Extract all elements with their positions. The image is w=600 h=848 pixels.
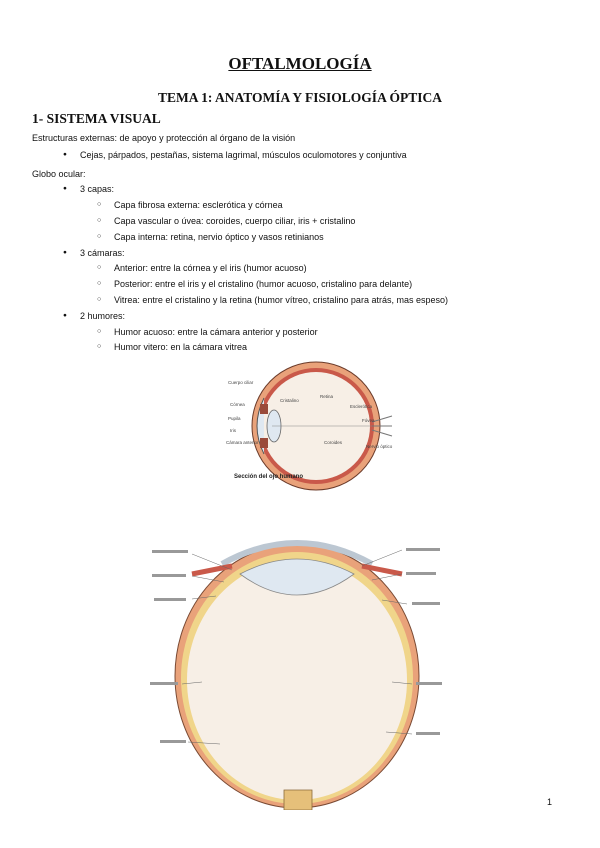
label-camara-anterior: Cámara anterior — [226, 440, 259, 445]
label-esclerotica: Esclerótica — [350, 404, 373, 409]
subbullet-camara-posterior: ○ Posterior: entre el iris y el cristalino (humor acuoso, cristalino para delante) — [114, 279, 412, 289]
subbullet-camara-anterior: ○ Anterior: entre la córnea y el iris (humor acuoso) — [114, 263, 307, 273]
text-estructuras: Estructuras externas: de apoyo y protección al órgano de la visión — [32, 133, 296, 143]
label-coroides: Coroides — [324, 440, 343, 445]
label-fovea: Fóvea — [362, 418, 375, 423]
document-title: OFTALMOLOGÍA — [228, 54, 372, 73]
label-cristalino: Cristalino — [280, 398, 299, 403]
subbullet-capa-interna: ○ Capa interna: retina, nervio óptico y vasos retinianos — [114, 232, 324, 242]
label-cornea: Córnea — [230, 402, 245, 407]
subbullet-capa-fibrosa: ○ Capa fibrosa externa: esclerótica y córnea — [114, 200, 283, 210]
figure-caption: Sección del ojo humano — [234, 474, 304, 480]
bullet-capas: ● 3 capas: — [80, 184, 114, 194]
text-globo-ocular: Globo ocular: — [32, 169, 86, 179]
subbullet-camara-vitrea: ○ Vitrea: entre el cristalino y la retina (humor vítreo, cristalino para atrás, mas espeso) — [114, 295, 448, 305]
bullet-cejas: ● Cejas, párpados, pestañas, sistema lagrimal, músculos oculomotores y conjuntiva — [80, 150, 407, 160]
eye-section-diagram — [224, 358, 394, 500]
subbullet-capa-vascular: ○ Capa vascular o úvea: coroides, cuerpo ciliar, iris + cristalino — [114, 216, 355, 226]
label-retina: Retina — [320, 394, 334, 399]
label-cuerpo-ciliar: Cuerpo ciliar — [228, 380, 254, 385]
bullet-humores: ● 2 humores: — [80, 311, 125, 321]
subbullet-humor-acuoso: ○ Humor acuoso: entre la cámara anterior y posterior — [114, 327, 318, 337]
label-iris: Iris — [230, 428, 236, 433]
topic-title: TEMA 1: ANATOMÍA Y FISIOLOGÍA ÓPTICA — [158, 90, 442, 105]
section-heading: 1- SISTEMA VISUAL — [32, 111, 161, 126]
eye-globe-diagram — [132, 504, 460, 810]
page-number: 1 — [546, 797, 552, 807]
label-pupila: Pupila — [228, 416, 241, 421]
bullet-camaras: ● 3 cámaras: — [80, 248, 125, 258]
subbullet-humor-vitreo: ○ Humor vitero: en la cámara vitrea — [114, 342, 247, 352]
label-nervio-optico: Nervio óptico — [366, 444, 393, 449]
